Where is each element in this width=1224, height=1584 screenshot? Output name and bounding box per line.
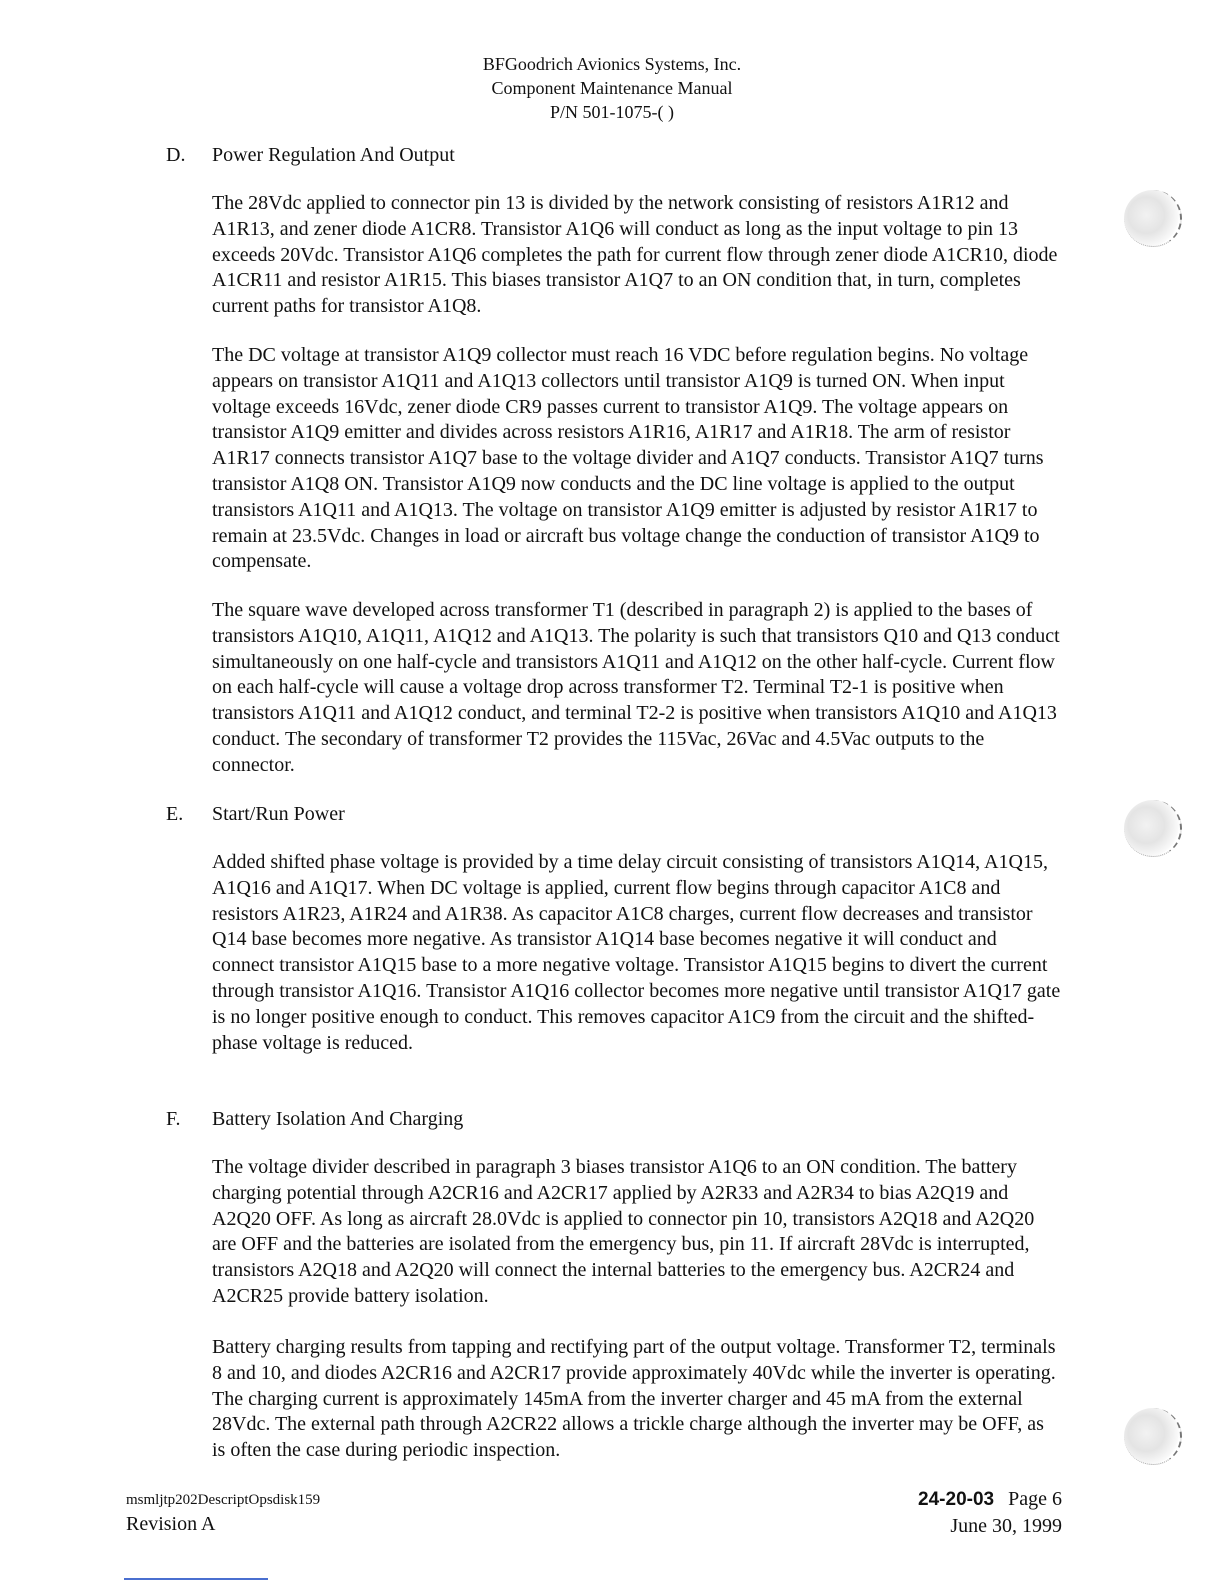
manual-title: Component Maintenance Manual	[491, 78, 733, 98]
file-code: msmljtp202DescriptOpsdisk159	[126, 1492, 321, 1508]
company-name: BFGoodrich Avionics Systems, Inc.	[482, 54, 742, 74]
revision-label: Revision A	[126, 1513, 216, 1535]
page-header	[0, 52, 1224, 124]
section-heading-f	[166, 1106, 463, 1132]
document-number: 24-20-03	[918, 1489, 995, 1510]
paragraph: Battery charging results from tapping and rectifying part of the output voltage. Transformer T2, terminals 8 and 10, and diodes A2CR16 and A2CR17 provide approximately 40Vdc while the inverter is operating. The charging current is approximately 145mA from the inverter charger and 45 mA from the external 28Vdc. The external path through A2CR22 allows a trickle charge although the inverter may be OFF, as is often the case during periodic inspection.	[212, 1336, 1056, 1462]
paragraph: The voltage divider described in paragraph 3 biases transistor A1Q6 to an ON condition. The battery charging potential through A2CR16 and A2CR17 applied by A2R33 and A2R34 to bias A2Q19 and A2Q20 OFF. As long as aircraft 28.0Vdc is applied to connector pin 10, transistors A2Q18 and A2Q20 are OFF and the batteries are isolated from the emergency bus, pin 11. If aircraft 28Vdc is interrupted, transistors A2Q18 and A2Q20 will connect the internal batteries to the emergency bus. A2CR24 and A2CR25 provide battery isolation.	[212, 1156, 1035, 1307]
footer-divider	[124, 1578, 268, 1580]
paragraph: The square wave developed across transformer T1 (described in paragraph 2) is applied to the bases of transistors A1Q10, A1Q11, A1Q12 and A1Q13. The polarity is such that transistors Q10 and Q13 conduct simultaneously on one half-cycle and transistors A1Q11 and A1Q12 on the other half-cycle. Current flow on each half-cycle will cause a voltage drop across transformer T2. Terminal T2-1 is positive when transistors A1Q11 and A1Q12 conduct, and terminal T2-2 is positive when transistors A1Q10 and A1Q13 conduct. The secondary of transformer T2 provides the 115Vac, 26Vac and 4.5Vac outputs to the connector.	[212, 599, 1060, 776]
footer-left	[126, 1490, 320, 1538]
binder-hole-top	[1124, 190, 1182, 247]
section-heading-d	[166, 142, 455, 168]
footer-right	[918, 1486, 1062, 1540]
section-letter: F.	[166, 1108, 181, 1130]
section-title: Power Regulation And Output	[212, 144, 455, 166]
paragraph: The 28Vdc applied to connector pin 13 is divided by the network consisting of resistors A1R12 and A1R13, and zener diode A1CR8. Transistor A1Q6 will conduct as long as the input voltage to pin 13 exceeds 20Vdc. Transistor A1Q6 completes the path for current flow through zener diode A1CR10, diode A1CR11 and resistor A1R15. This biases transistor A1Q7 to an ON condition that, in turn, completes current paths for transistor A1Q8.	[212, 192, 1058, 318]
part-number: P/N 501-1075-( )	[550, 102, 674, 122]
revision-date: June 30, 1999	[950, 1515, 1062, 1537]
section-letter: D.	[166, 144, 186, 166]
section-heading-e	[166, 801, 345, 827]
paragraph: Added shifted phase voltage is provided by a time delay circuit consisting of transistors A1Q14, A1Q15, A1Q16 and A1Q17. When DC voltage is applied, current flow begins through capacitor A1C8 and resistors A1R23, A1R24 and A1R38. As capacitor A1C8 charges, current flow decreases and transistor Q14 base becomes more negative. As transistor A1Q14 base becomes negative it will conduct and connect transistor A1Q15 base to a more negative voltage. Transistor A1Q15 begins to divert the current through transistor A1Q16. Transistor A1Q16 collector becomes more negative until transistor A1Q17 gate is no longer positive enough to conduct. This removes capacitor A1C9 from the circuit and the shifted-phase voltage is reduced.	[212, 851, 1061, 1054]
binder-hole-middle	[1124, 800, 1182, 857]
section-title: Start/Run Power	[212, 803, 345, 825]
paragraph: The DC voltage at transistor A1Q9 collector must reach 16 VDC before regulation begins. No voltage appears on transistor A1Q11 and A1Q13 collectors until transistor A1Q9 is turned ON. When input voltage exceeds 16Vdc, zener diode CR9 passes current to transistor A1Q9. The voltage appears on transistor A1Q9 emitter and divides across resistors A1R16, A1R17 and A1R18. The arm of resistor A1R17 connects transistor A1Q7 base to the voltage divider and A1Q7 conducts. Transistor A1Q7 turns transistor A1Q8 ON. Transistor A1Q9 now conducts and the DC line voltage is applied to the output transistors A1Q11 and A1Q13. The voltage on transistor A1Q9 emitter is adjusted by resistor A1R17 to remain at 23.5Vdc. Changes in load or aircraft bus voltage change the conduction of transistor A1Q9 to compensate.	[212, 344, 1044, 573]
section-title: Battery Isolation And Charging	[212, 1108, 464, 1130]
binder-hole-bottom	[1124, 1408, 1182, 1465]
section-letter: E.	[166, 803, 184, 825]
page-number: Page 6	[1008, 1488, 1062, 1510]
